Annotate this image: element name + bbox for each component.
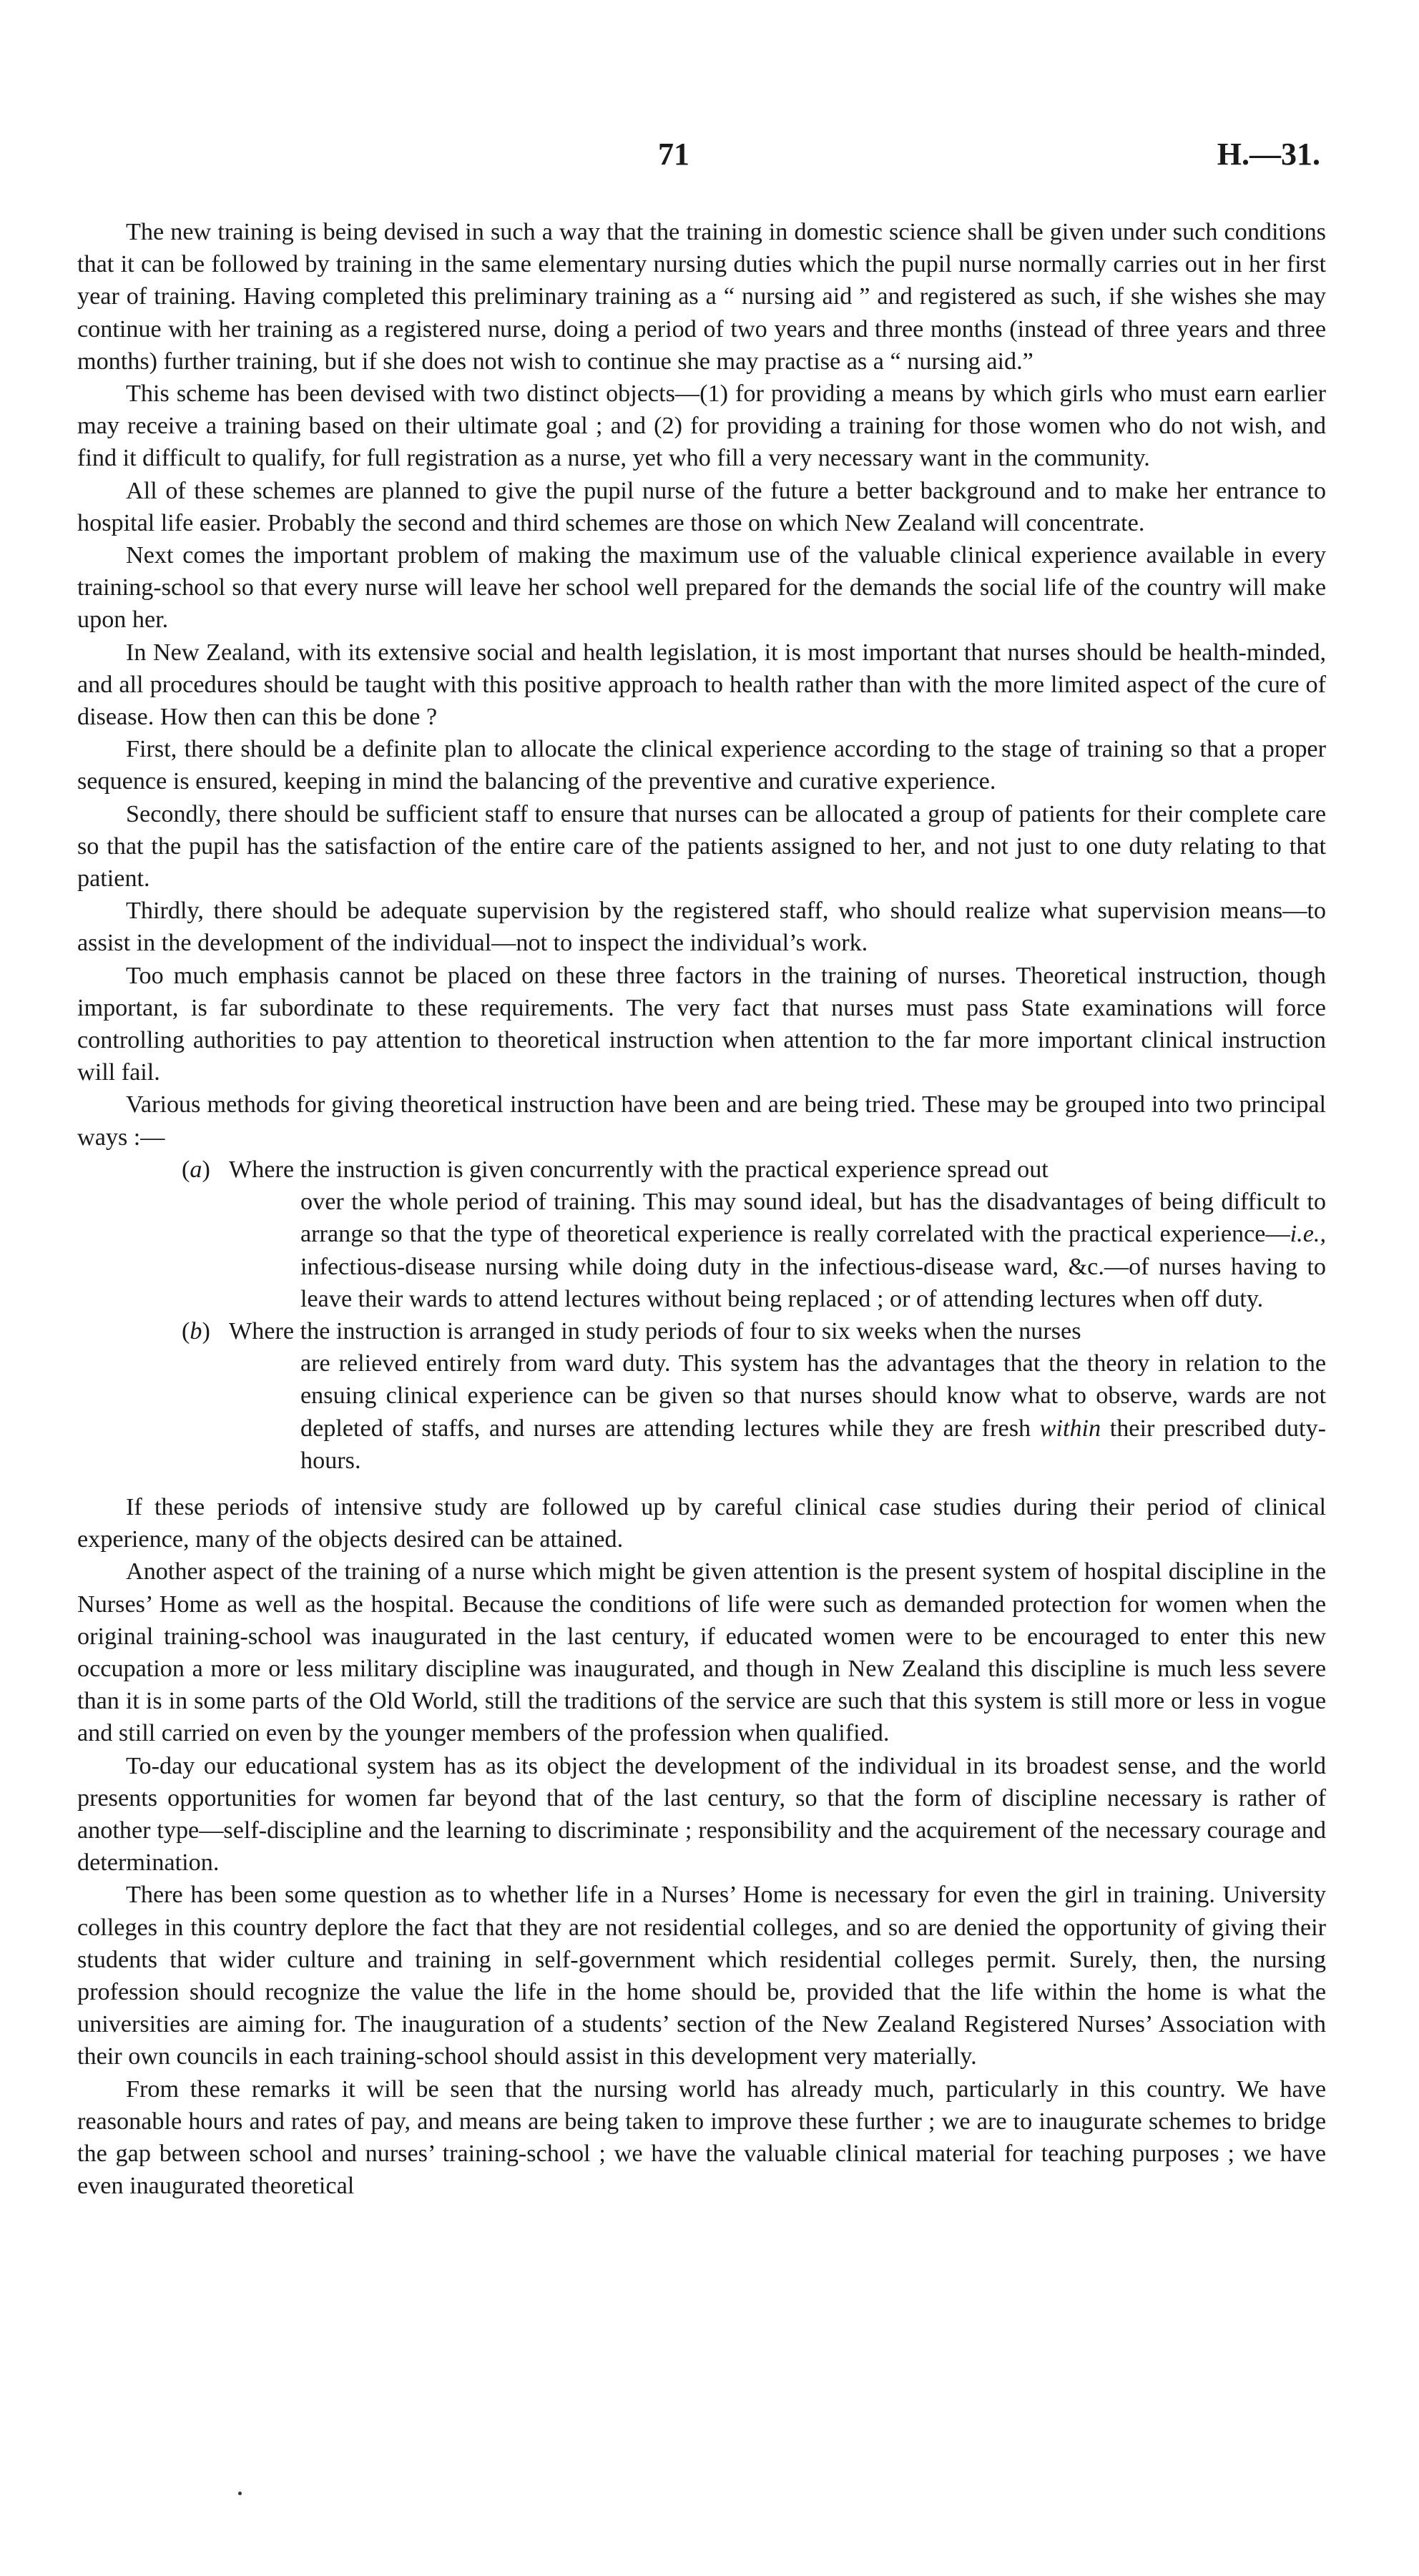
list-item-first-line: Where the instruction is given concurrently with the practical experience spread out [229,1156,1049,1183]
list-item-continuation: over the whole period of training. This may sound ideal, but has the disadvantages of being difficult to arrange so that the type of theoretical experience is really correlated with the practical experience—i.e., infectious-disease nursing while doing duty in the infectious-disease ward, &c.—of nurses having to leave their wards to attend lectures without being replaced ; or of attending lectures when off duty. [300,1189,1326,1312]
paragraph: First, there should be a definite plan to allocate the clinical experience according to the stage of training so that a proper sequence is ensured, keeping in mind the balancing of the preventive and curative experience. [77,736,1326,795]
methods-list [77,1154,1326,1477]
paragraph: From these remarks it will be seen that the nursing world has already much, particularly in this country. We have reasonable hours and rates of pay, and means are being taken to improve these further ; we are to inaugurate schemes to bridge the gap between school and nurses’ training-school ; we have the valuable clinical material for teaching purposes ; we have even inaugurated theoretical [77,2075,1326,2200]
paragraph: If these periods of intensive study are followed up by careful clinical case studies during their period of clinical experience, many of the objects desired can be attained. [77,1493,1326,1553]
paragraph: Secondly, there should be sufficient staff to ensure that nurses can be allocated a group of patients for their complete care so that the pupil has the satisfaction of the entire care of the patients assigned to her, and not just to one duty relating to that patient. [77,800,1326,893]
stray-mark [238,2492,242,2495]
list-item-text [229,1154,1326,1315]
paragraph: To-day our educational system has as its object the development of the individual in its broadest sense, and the world presents opportunities for women far beyond that of the last century, so that the form of discipline necessary is rather of another type—self-discipline and the learning to discriminate ; responsibility and the acquirement of the necessary courage and determination. [77,1752,1326,1877]
page-header [0,136,1419,186]
page-number: 71 [658,137,689,172]
paragraph: Next comes the important problem of making the maximum use of the valuable clinical experience available in every training-school so that every nurse will leave her school well prepared for the demands the social life of the country will make upon her. [77,542,1326,634]
paragraph: This scheme has been devised with two distinct objects—(1) for providing a means by which girls who must earn earlier may receive a training based on their ultimate goal ; and (2) for providing a training for those women who do not wish, and find it difficult to qualify, for full registration as a nurse, yet who fill a very necessary want in the community. [77,380,1326,472]
list-item-label: (b) [182,1317,210,1344]
paragraph: All of these schemes are planned to give the pupil nurse of the future a better background and to make her entrance to hospital life easier. Probably the second and third schemes are those on which New Zealand will concentrate. [77,477,1326,536]
paragraph: Various methods for giving theoretical instruction have been and are being tried. These may be grouped into two principal ways :— [77,1091,1326,1151]
paragraph: Another aspect of the training of a nurse which might be given attention is the present system of hospital discipline in the Nurses’ Home as well as the hospital. Because the conditions of life were such as demanded protection for women when the original training-school was inaugurated in the last century, if educated women were to be encouraged to enter this new occupation a more or less military discipline was inaugurated, and though in New Zealand this discipline is much less severe than it is in some parts of the Old World, still the traditions of the service are such that this system is still more or less in vogue and still carried on even by the younger members of the profession when qualified. [77,1558,1326,1747]
paragraph: In New Zealand, with its extensive social and health legislation, it is most important that nurses should be health-minded, and all procedures should be taught with this positive approach to health rather than with the more limited aspect of the cure of disease. How then can this be done ? [77,639,1326,731]
list-item-continuation: are relieved entirely from ward duty. This system has the advantages that the theory in relation to the ensuing clinical experience can be given so that nurses should know what to observe, wards are not depleted of staffs, and nurses are attending lectures while they are fresh within their prescribed duty-hours. [300,1350,1326,1474]
document-reference: H.—31. [1217,137,1320,172]
paragraph: There has been some question as to whether life in a Nurses’ Home is necessary for even the girl in training. University colleges in this country deplore the fact that they are not residential colleges, and so are denied the opportunity of giving their students that wider culture and training in self-government which residential colleges permit. Surely, then, the nursing profession should recognize the value the life in the home should be, provided that the life within the home is what the universities are aiming for. The inauguration of a students’ section of the New Zealand Registered Nurses’ Association with their own councils in each training-school should assist in this development very materially. [77,1882,1326,2070]
body-text [77,216,1326,2202]
list-item [182,1315,1326,1477]
list-item-text [229,1315,1326,1477]
list-item-first-line: Where the instruction is arranged in study periods of four to six weeks when the nurses [229,1317,1081,1344]
list-item [182,1154,1326,1315]
section-gap [77,1477,1326,1491]
list-item-label: (a) [182,1156,210,1183]
paragraph: The new training is being devised in such a way that the training in domestic science shall be given under such conditions that it can be followed by training in the same elementary nursing duties which the pupil nurse normally carries out in her first year of training. Having completed this preliminary training as a “ nursing aid ” and registered as such, if she wishes she may continue with her training as a registered nurse, doing a period of two years and three months (instead of three years and three months) further training, but if she does not wish to continue she may practise as a “ nursing aid.” [77,219,1326,375]
paragraph: Too much emphasis cannot be placed on these three factors in the training of nurses. Theoretical instruction, though important, is far subordinate to these requirements. The very fact that nurses must pass State examinations will force controlling authorities to pay attention to theoretical instruction when attention to the far more important clinical instruction will fail. [77,962,1326,1086]
paragraph: Thirdly, there should be adequate supervision by the registered staff, who should realize what supervision means—to assist in the development of the individual—not to inspect the individual’s work. [77,898,1326,957]
